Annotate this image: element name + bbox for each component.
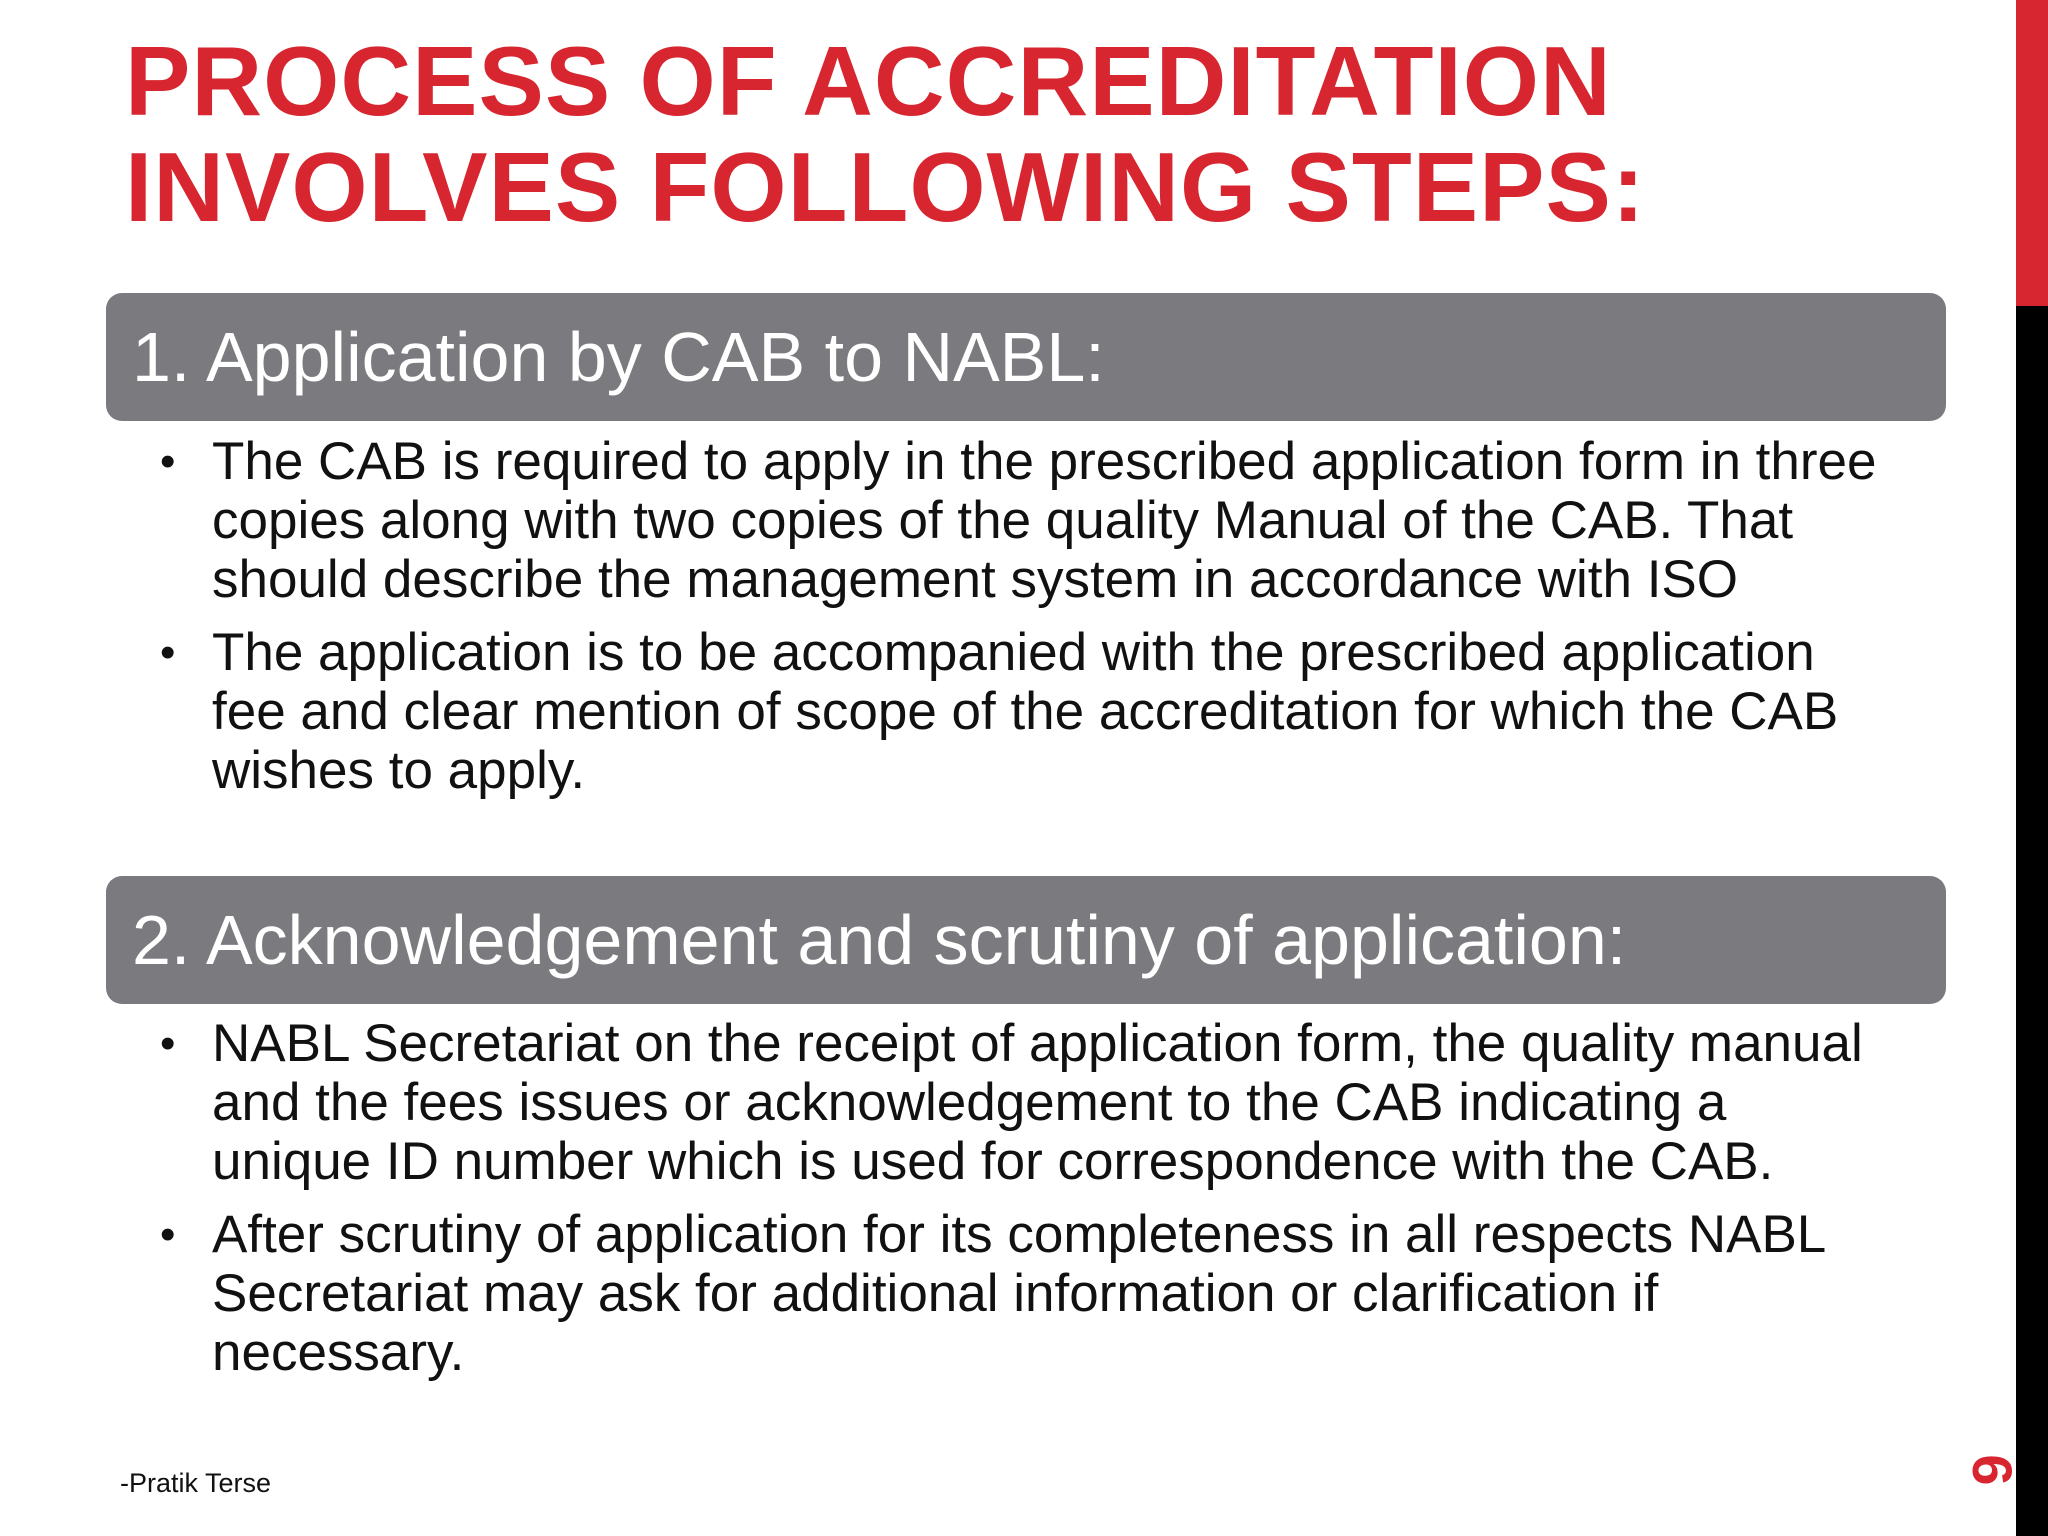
side-accent-bar-black [2016,306,2048,1536]
bullet-dot-icon: • [160,628,176,677]
author-footer: -Pratik Terse [120,1468,272,1498]
bullet-dot-icon: • [160,1210,176,1259]
bullet-item [160,1205,1900,1382]
bullet-text: After scrutiny of application for its completeness in all respects NABL Secretariat may ask for additional information or clarification if necessary. [212,1205,1825,1382]
bullet-text: The CAB is required to apply in the prescribed application form in three copies along with two copies of the quality Manual of the CAB. That should describe the management system in accordance with ISO [212,432,1877,609]
bullet-dot-icon: • [160,1019,176,1068]
section-1-bullet-list [160,432,1900,814]
bullet-text: NABL Secretariat on the receipt of application form, the quality manual and the fees issues or acknowledgement to the CAB indicating a unique ID number which is used for correspondence with the CAB. [212,1014,1863,1191]
section-heading-1: 1. Application by CAB to NABL: [106,293,1946,421]
side-accent-bar-red [2016,0,2048,306]
slide-title [125,28,1905,240]
bullet-dot-icon: • [160,437,176,486]
bullet-item [160,623,1900,800]
section-2-bullet-list [160,1014,1900,1396]
bullet-text: The application is to be accompanied with the prescribed application fee and clear mention of scope of the accreditation for which the CAB wishes to apply. [212,623,1839,800]
slide-title-line-1: PROCESS OF ACCREDITATION [125,26,1612,136]
slide-title-line-2: INVOLVES FOLLOWING STEPS: [125,132,1646,242]
bullet-item [160,1014,1900,1191]
section-heading-2: 2. Acknowledgement and scrutiny of application: [106,876,1946,1004]
bullet-item [160,432,1900,609]
page-number: 6 [1961,1454,2024,1486]
